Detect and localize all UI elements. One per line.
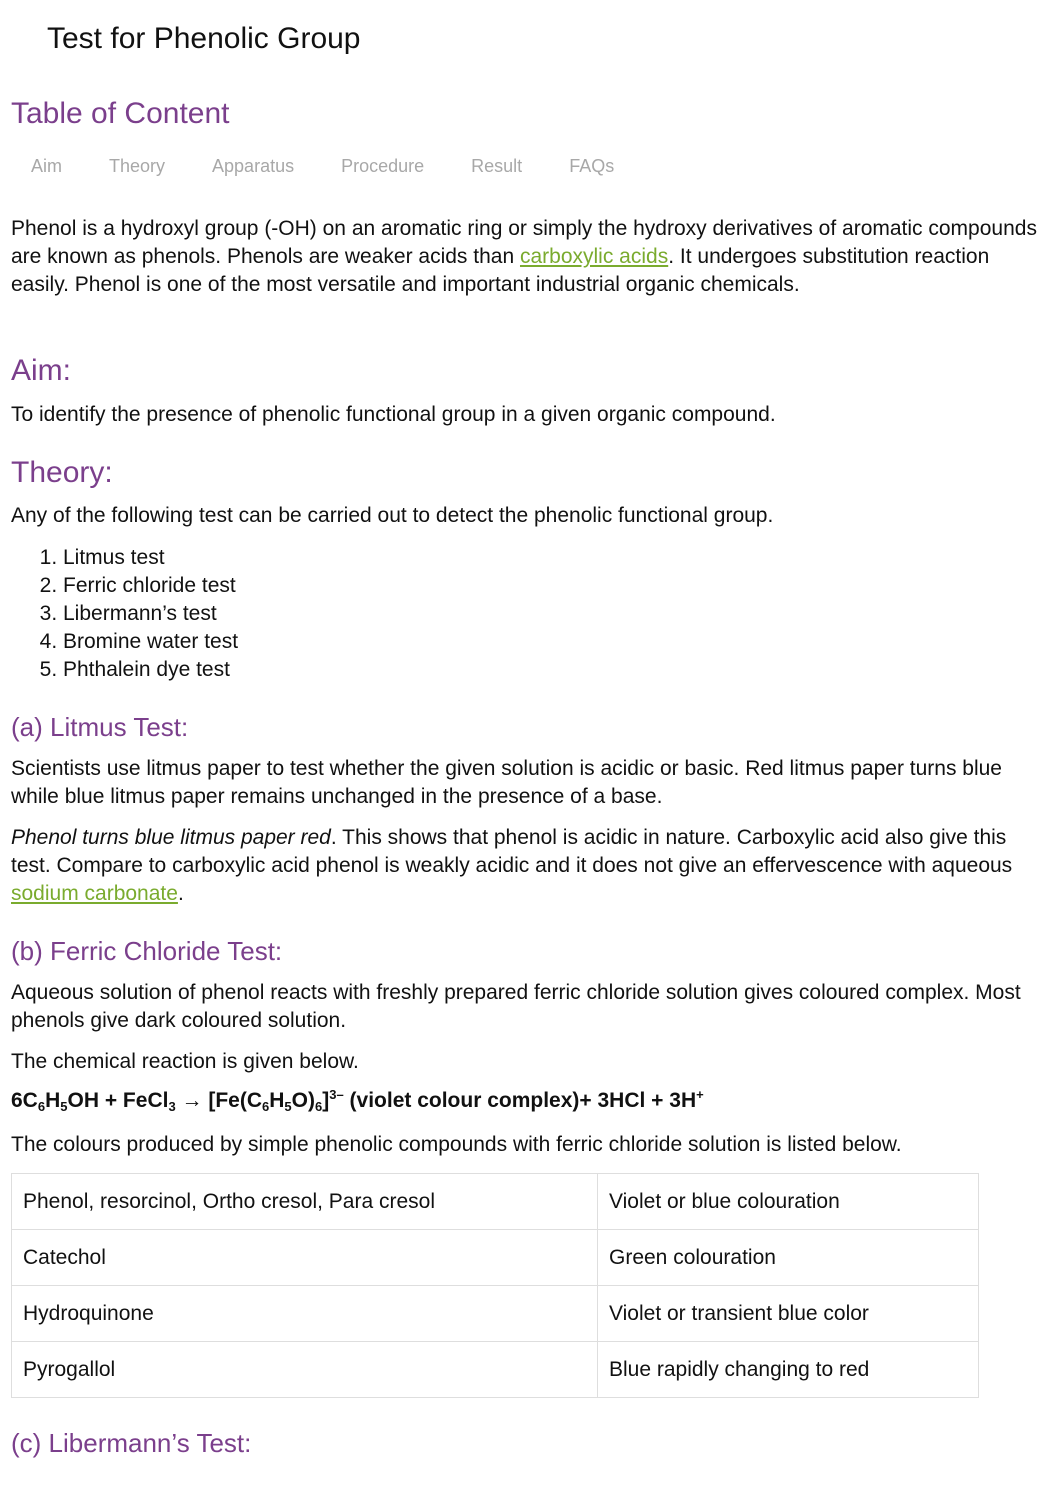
ferric-paragraph-3: The colours produced by simple phenolic compounds with ferric chloride solution is listed below.	[11, 1133, 902, 1156]
litmus-text: . This shows that phenol is acidic in nature. Carboxylic acid also give this test. Compare to carboxylic acid phenol is weakly acidic and it does not give an effervescence with aqueous	[11, 826, 1013, 877]
table-cell-colour: Violet or blue colouration	[598, 1174, 979, 1230]
table-cell-colour: Blue rapidly changing to red	[598, 1342, 979, 1398]
table-cell-compound: Catechol	[12, 1230, 598, 1286]
colours-table	[11, 1173, 979, 1398]
toc-link-aim[interactable]: Aim	[31, 156, 62, 176]
litmus-emphasis: Phenol turns blue litmus paper red	[11, 826, 331, 849]
table-cell-compound: Phenol, resorcinol, Ortho cresol, Para cresol	[12, 1174, 598, 1230]
list-item: 4. Bromine water test	[63, 628, 238, 656]
page-title: Test for Phenolic Group	[47, 22, 361, 55]
table-cell-colour: Violet or transient blue color	[598, 1286, 979, 1342]
table-row	[12, 1230, 979, 1286]
litmus-paragraph-2	[11, 824, 1041, 908]
intro-paragraph	[11, 215, 1041, 299]
litmus-test-heading: (a) Litmus Test:	[11, 712, 189, 742]
ferric-paragraph-2: The chemical reaction is given below.	[11, 1050, 359, 1073]
toc-link-faqs[interactable]: FAQs	[569, 156, 615, 176]
table-row	[12, 1342, 979, 1398]
table-of-contents	[31, 156, 661, 177]
theory-text: Any of the following test can be carried out to detect the phenolic functional group.	[11, 504, 774, 527]
toc-link-apparatus[interactable]: Apparatus	[212, 156, 295, 176]
ferric-paragraph-1: Aqueous solution of phenol reacts with freshly prepared ferric chloride solution gives coloured complex. Most phenols give dark coloured solution.	[11, 981, 1021, 1032]
libermann-test-heading: (c) Libermann’s Test:	[11, 1428, 252, 1458]
list-item: 2. Ferric chloride test	[63, 572, 238, 600]
tests-list	[11, 544, 238, 684]
toc-link-result[interactable]: Result	[471, 156, 523, 176]
table-row	[12, 1174, 979, 1230]
sodium-carbonate-link[interactable]: sodium carbonate	[11, 882, 178, 905]
list-item: 5. Phthalein dye test	[63, 656, 238, 684]
list-item: 1. Litmus test	[63, 544, 238, 572]
table-cell-compound: Hydroquinone	[12, 1286, 598, 1342]
carboxylic-acids-link[interactable]: carboxylic acids	[519, 245, 669, 268]
table-cell-colour: Green colouration	[598, 1230, 979, 1286]
theory-heading: Theory:	[11, 456, 113, 489]
intro-text: Phenol is a hydroxyl group (-OH) on an aromatic ring or simply the hydroxy derivatives of aromatic compounds are known as phenols. Phenols are weaker acids than	[11, 217, 1037, 268]
chemical-equation: $6C_6H_5OH$ + FeCl$_3$ → $[Fe(C_6H_5O)_6]^{3-}$ (violet colour complex)+ 3HCl + 3H+	[11, 1087, 704, 1114]
table-cell-compound: Pyrogallol	[12, 1342, 598, 1398]
intro-text-end: . It undergoes substitution reaction easily. Phenol is one of the most versatile and important industrial organic chemicals.	[11, 245, 990, 296]
ferric-chloride-heading: (b) Ferric Chloride Test:	[11, 936, 283, 966]
aim-text: To identify the presence of phenolic functional group in a given organic compound.	[11, 403, 776, 426]
litmus-text-end: .	[177, 882, 184, 905]
list-item: 3. Libermann’s test	[63, 600, 238, 628]
toc-link-procedure[interactable]: Procedure	[341, 156, 425, 176]
toc-heading: Table of Content	[11, 97, 230, 130]
table-row	[12, 1286, 979, 1342]
litmus-paragraph-1: Scientists use litmus paper to test whether the given solution is acidic or basic. Red litmus paper turns blue while blue litmus paper remains unchanged in the presence of a base.	[11, 757, 1002, 808]
toc-link-theory[interactable]: Theory	[109, 156, 166, 176]
aim-heading: Aim:	[11, 354, 71, 387]
